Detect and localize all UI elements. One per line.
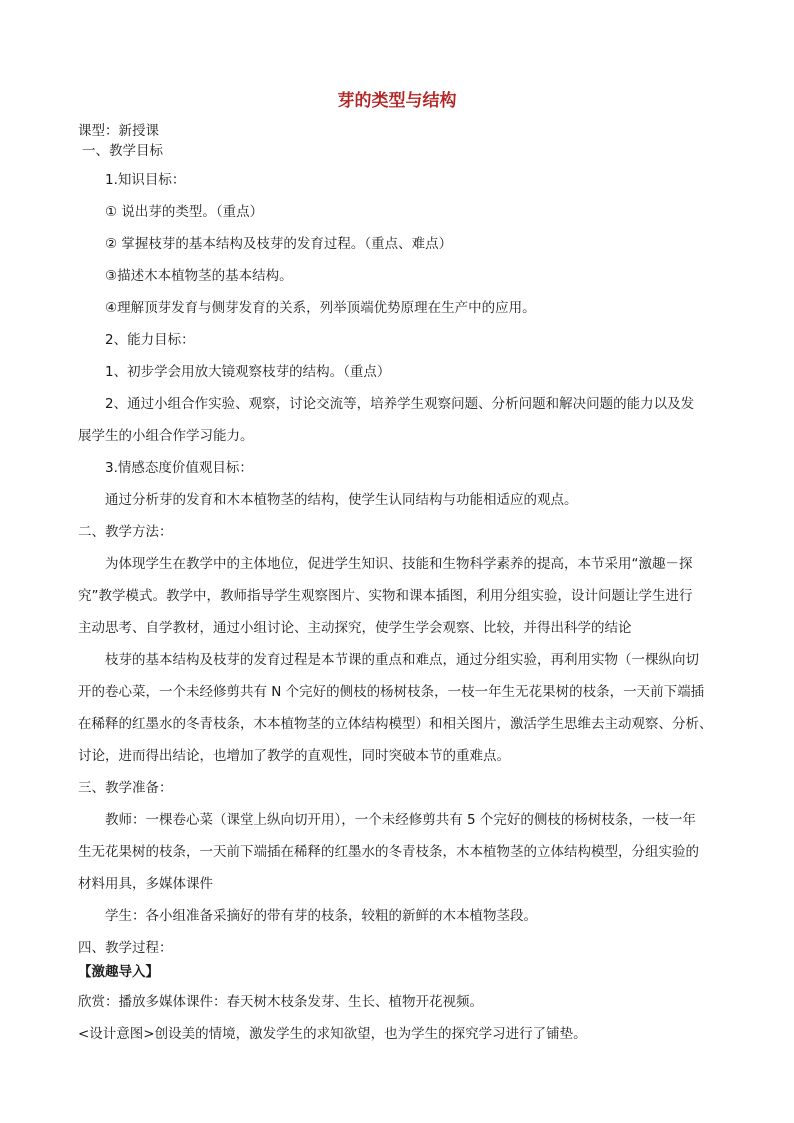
knowledge-item: ④理解顶芽发育与侧芽发育的关系，列举顶端优势原理在生产中的应用。 xyxy=(105,300,536,316)
paragraph-line: 学生：各小组准备采摘好的带有芽的枝条，较粗的新鲜的木本植物茎段。 xyxy=(105,908,537,924)
emotion-heading: 3.情感态度价值观目标： xyxy=(105,460,253,476)
document-title: 芽的类型与结构 xyxy=(337,91,457,111)
ability-item-continued: 展学生的小组合作学习能力。 xyxy=(78,428,254,444)
paragraph-line: 开的卷心菜，一个未经修剪共有 N 个完好的侧枝的杨树枝条，一枝一年生无花果树的枝条，一天前下端插 xyxy=(78,684,705,700)
paragraph-line: 为体现学生在教学中的主体地位，促进学生知识、技能和生物科学素养的提高，本节采用“激趣－探 xyxy=(105,556,693,572)
design-intent-line: <设计意图>创设美的情境，激发学生的求知欲望，也为学生的探究学习进行了铺垫。 xyxy=(78,1026,587,1042)
ability-item: 1、初步学会用放大镜观察枝芽的结构。（重点） xyxy=(105,364,391,380)
paragraph-line: 主动思考、自学教材，通过小组讨论、主动探究，使学生学会观察、比较，并得出科学的结论 xyxy=(78,620,632,636)
knowledge-item: ① 说出芽的类型。（重点） xyxy=(105,204,264,220)
paragraph-line: 究”教学模式。教学中，教师指导学生观察图片、实物和课本插图，利用分组实验，设计问题让学生进行 xyxy=(78,588,693,604)
paragraph-line: 在稀释的红墨水的冬青枝条，木本植物茎的立体结构模型）和相关图片，激活学生思维去主动观察、分析、 xyxy=(78,716,713,732)
section1-heading: 一、教学目标 xyxy=(82,143,163,159)
emotion-text: 通过分析芽的发育和木本植物茎的结构，使学生认同结构与功能相适应的观点。 xyxy=(105,492,578,508)
knowledge-heading: 1.知识目标： xyxy=(105,172,186,188)
course-type: 课型：新授课 xyxy=(78,123,159,139)
paragraph-line: 材料用具，多媒体课件 xyxy=(78,876,213,892)
ability-item: 2、通过小组合作实验、观察，讨论交流等，培养学生观察问题、分析问题和解决问题的能力以及发 xyxy=(105,396,695,412)
section3-heading: 三、教学准备： xyxy=(78,780,173,796)
paragraph-line: 讨论，进而得出结论，也增加了教学的直观性，同时突破本节的重难点。 xyxy=(78,748,510,764)
knowledge-item: ③描述木本植物茎的基本结构。 xyxy=(105,268,293,284)
paragraph-line: 生无花果树的枝条，一天前下端插在稀释的红墨水的冬青枝条，木本植物茎的立体结构模型，分组实验的 xyxy=(78,844,699,860)
ability-heading: 2、能力目标： xyxy=(105,332,195,348)
appreciate-line: 欣赏：播放多媒体课件：春天树木枝条发芽、生长、植物开花视频。 xyxy=(78,994,483,1010)
sub-heading: 【激趣导入】 xyxy=(78,964,159,980)
paragraph-line: 枝芽的基本结构及枝芽的发育过程是本节课的重点和难点，通过分组实验，再利用实物（一棵纵向切 xyxy=(105,652,699,668)
section4-heading: 四、教学过程： xyxy=(78,940,173,956)
paragraph-line: 教师：一棵卷心菜（课堂上纵向切开用），一个未经修剪共有 5 个完好的侧枝的杨树枝条，一枝一年 xyxy=(105,812,696,828)
knowledge-item: ② 掌握枝芽的基本结构及枝芽的发育过程。（重点、难点） xyxy=(105,236,453,252)
section2-heading: 二、教学方法： xyxy=(78,524,173,540)
